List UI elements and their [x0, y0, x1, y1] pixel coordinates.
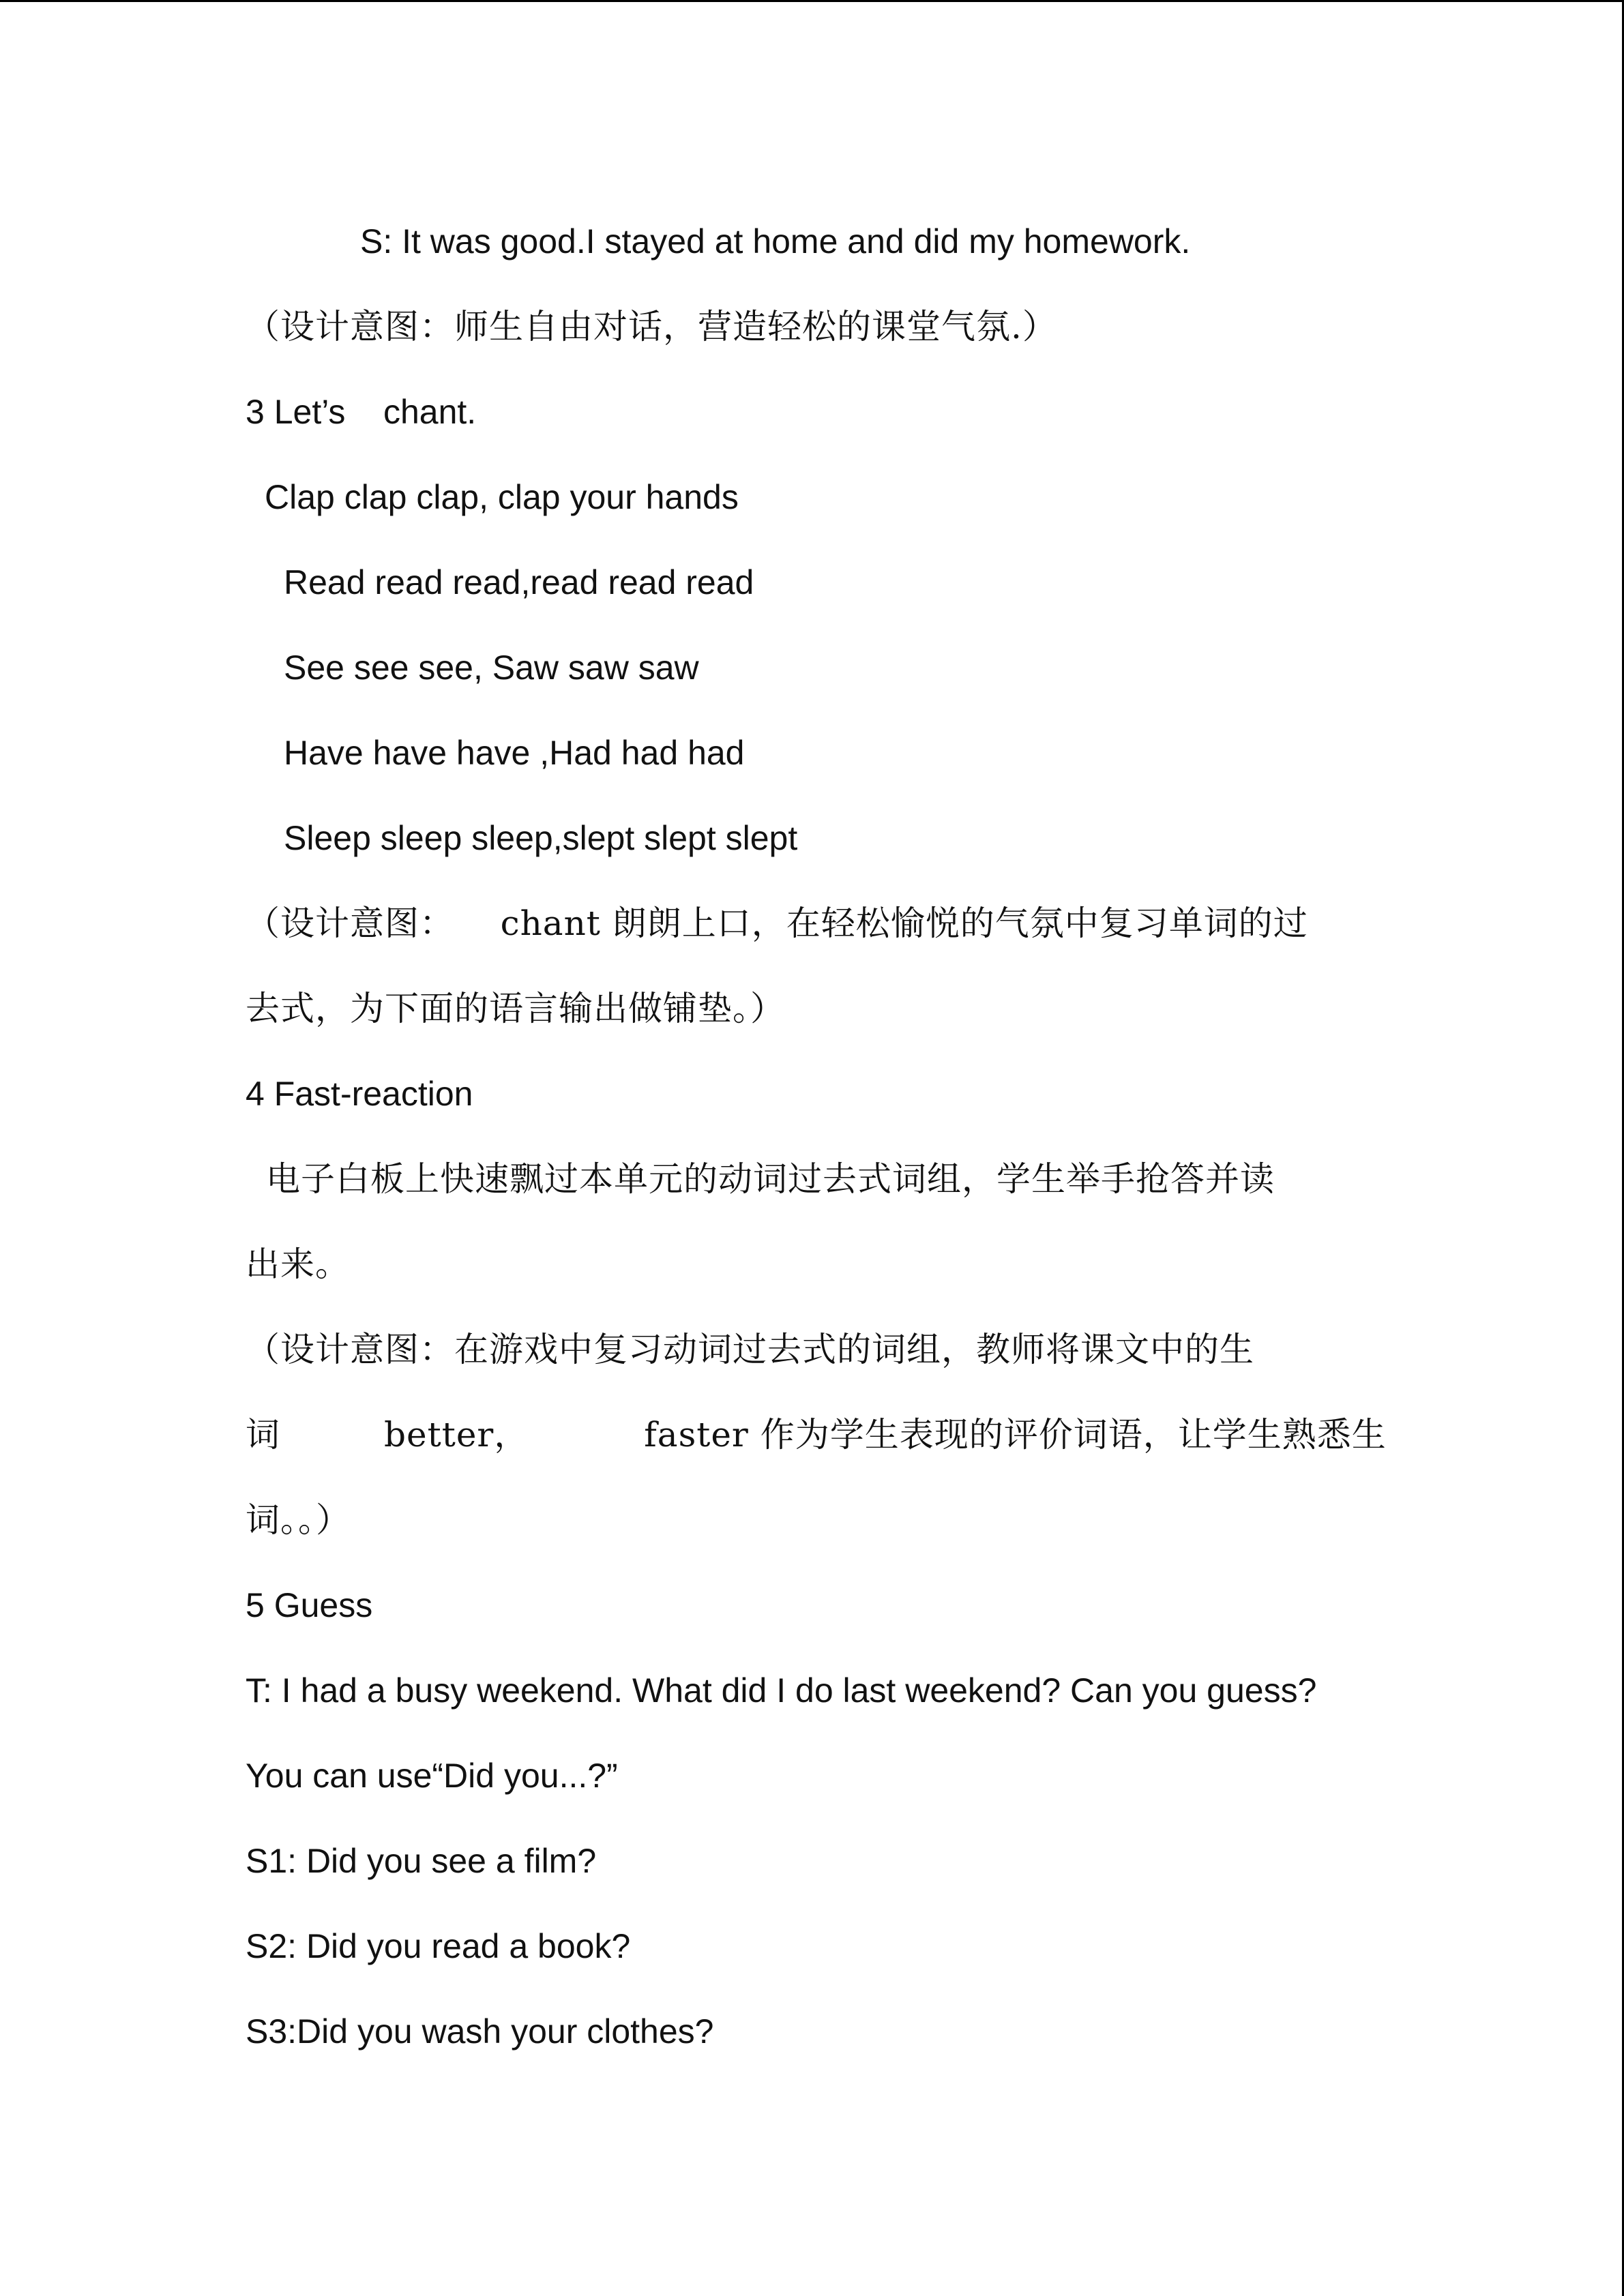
- dialogue-line: S: It was good.I stayed at home and did my homework.: [360, 222, 1191, 260]
- dialogue-line: S1: Did you see a film?: [246, 1842, 597, 1880]
- chant-line: Sleep sleep sleep,slept slept slept: [284, 819, 798, 857]
- design-intent-note: 词 better， faster 作为学生表现的评价词语，让学生熟悉生: [246, 1415, 1387, 1455]
- chant-line: Read read read,read read read: [284, 563, 754, 601]
- dialogue-line: You can use“Did you...?”: [246, 1757, 618, 1795]
- chant-line: Have have have ,Had had had: [284, 734, 745, 772]
- section-heading-chant: 3 Let’s chant.: [246, 393, 477, 431]
- design-intent-note: （设计意图：在游戏中复习动词过去式的词组，教师将课文中的生: [246, 1330, 1254, 1369]
- activity-description: 出来。: [246, 1244, 350, 1284]
- section-heading-fast-reaction: 4 Fast-reaction: [246, 1075, 473, 1113]
- chant-line: See see see, Saw saw saw: [284, 648, 699, 687]
- activity-description: 电子白板上快速飘过本单元的动词过去式词组，学生举手抢答并读: [266, 1159, 1275, 1199]
- design-intent-note: 词。。）: [246, 1500, 351, 1540]
- dialogue-line: S2: Did you read a book?: [246, 1927, 631, 1965]
- dialogue-line: S3:Did you wash your clothes?: [246, 2012, 714, 2051]
- section-heading-guess: 5 Guess: [246, 1586, 373, 1624]
- dialogue-line: T: I had a busy weekend. What did I do last weekend? Can you guess?: [246, 1671, 1317, 1710]
- design-intent-note: 去式，为下面的语言输出做铺垫。）: [246, 989, 785, 1028]
- chant-line: Clap clap clap, clap your hands: [265, 478, 739, 516]
- design-intent-note: （设计意图： chant 朗朗上口，在轻松愉悦的气氛中复习单词的过: [246, 904, 1308, 943]
- design-intent-note: （设计意图：师生自由对话，营造轻松的课堂气氛.）: [246, 307, 1057, 346]
